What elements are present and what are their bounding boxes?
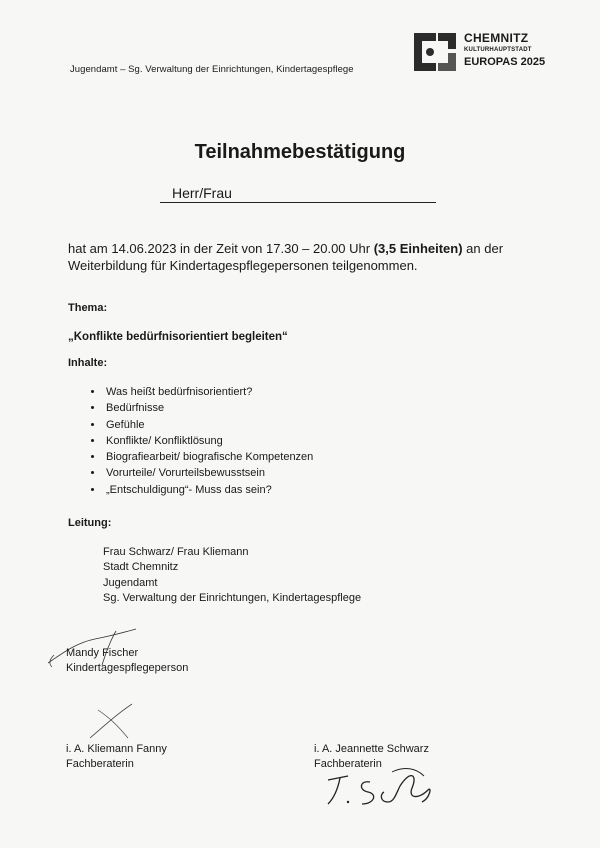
thema-label: Thema: <box>68 302 108 314</box>
list-item: • Was heißt bedürfnisorientiert? <box>104 384 313 400</box>
units-label: (3,5 Einheiten) <box>373 241 463 256</box>
department-header: Jugendamt – Sg. Verwaltung der Einrichtungen, Kindertagespflege <box>70 64 354 75</box>
list-item: • Bedürfnisse <box>104 400 313 416</box>
name-underline <box>160 202 436 203</box>
leitung-line: Stadt Chemnitz <box>103 561 179 574</box>
participant-name: Mandy Fischer <box>66 647 139 659</box>
list-item: • Gefühle <box>104 417 313 433</box>
salutation: Herr/Frau <box>172 185 232 201</box>
chemnitz-logo <box>412 29 562 79</box>
logo-text <box>464 31 545 69</box>
logo-city: CHEMNITZ <box>464 31 529 45</box>
signer-right-role: Fachberaterin <box>314 758 382 770</box>
leitung-line: Frau Schwarz/ Frau Kliemann <box>103 546 249 558</box>
confirmation-text-part2: an der Weiterbildung für Kindertagespflegepersonen teilgenommen. <box>68 241 504 273</box>
participant-block <box>66 646 188 676</box>
confirmation-text <box>68 240 538 274</box>
participant-role: Kindertagespflegeperson <box>66 662 189 674</box>
leitung-line: Sg. Verwaltung der Einrichtungen, Kindertagespflege <box>103 591 362 604</box>
list-item: • „Entschuldigung“- Muss das sein? <box>104 482 313 498</box>
thema-value: „Konflikte bedürfnisorientiert begleiten“ <box>68 331 288 343</box>
logo-subtitle: KULTURHAUPTSTADT <box>464 47 532 53</box>
list-item: • Biografiearbeit/ biografische Kompetenzen <box>104 449 313 465</box>
list-item: • Vorurteile/ Vorurteilsbewusstsein <box>104 465 313 481</box>
right-signature-icon <box>318 764 448 812</box>
signer-left-block <box>66 742 167 772</box>
leitung-block <box>103 545 361 606</box>
signer-left-role: Fachberaterin <box>66 758 134 770</box>
left-signature-icon <box>80 698 150 744</box>
chemnitz-logo-mark-icon <box>412 29 458 75</box>
leitung-line: Jugendamt <box>103 576 158 589</box>
inhalte-label: Inhalte: <box>68 357 108 369</box>
inhalte-list <box>84 384 313 498</box>
document-title: Teilnahmebestätigung <box>194 141 406 163</box>
confirmation-text-part1: hat am 14.06.2023 in der Zeit von 17.30 – 20.00 Uhr <box>68 241 374 256</box>
list-item: • Konflikte/ Konfliktlösung <box>104 433 313 449</box>
leitung-label: Leitung: <box>68 517 112 529</box>
signer-left-name: i. A. Kliemann Fanny <box>66 743 167 755</box>
signer-right-name: i. A. Jeannette Schwarz <box>314 743 429 755</box>
logo-year: EUROPAS 2025 <box>464 56 546 68</box>
